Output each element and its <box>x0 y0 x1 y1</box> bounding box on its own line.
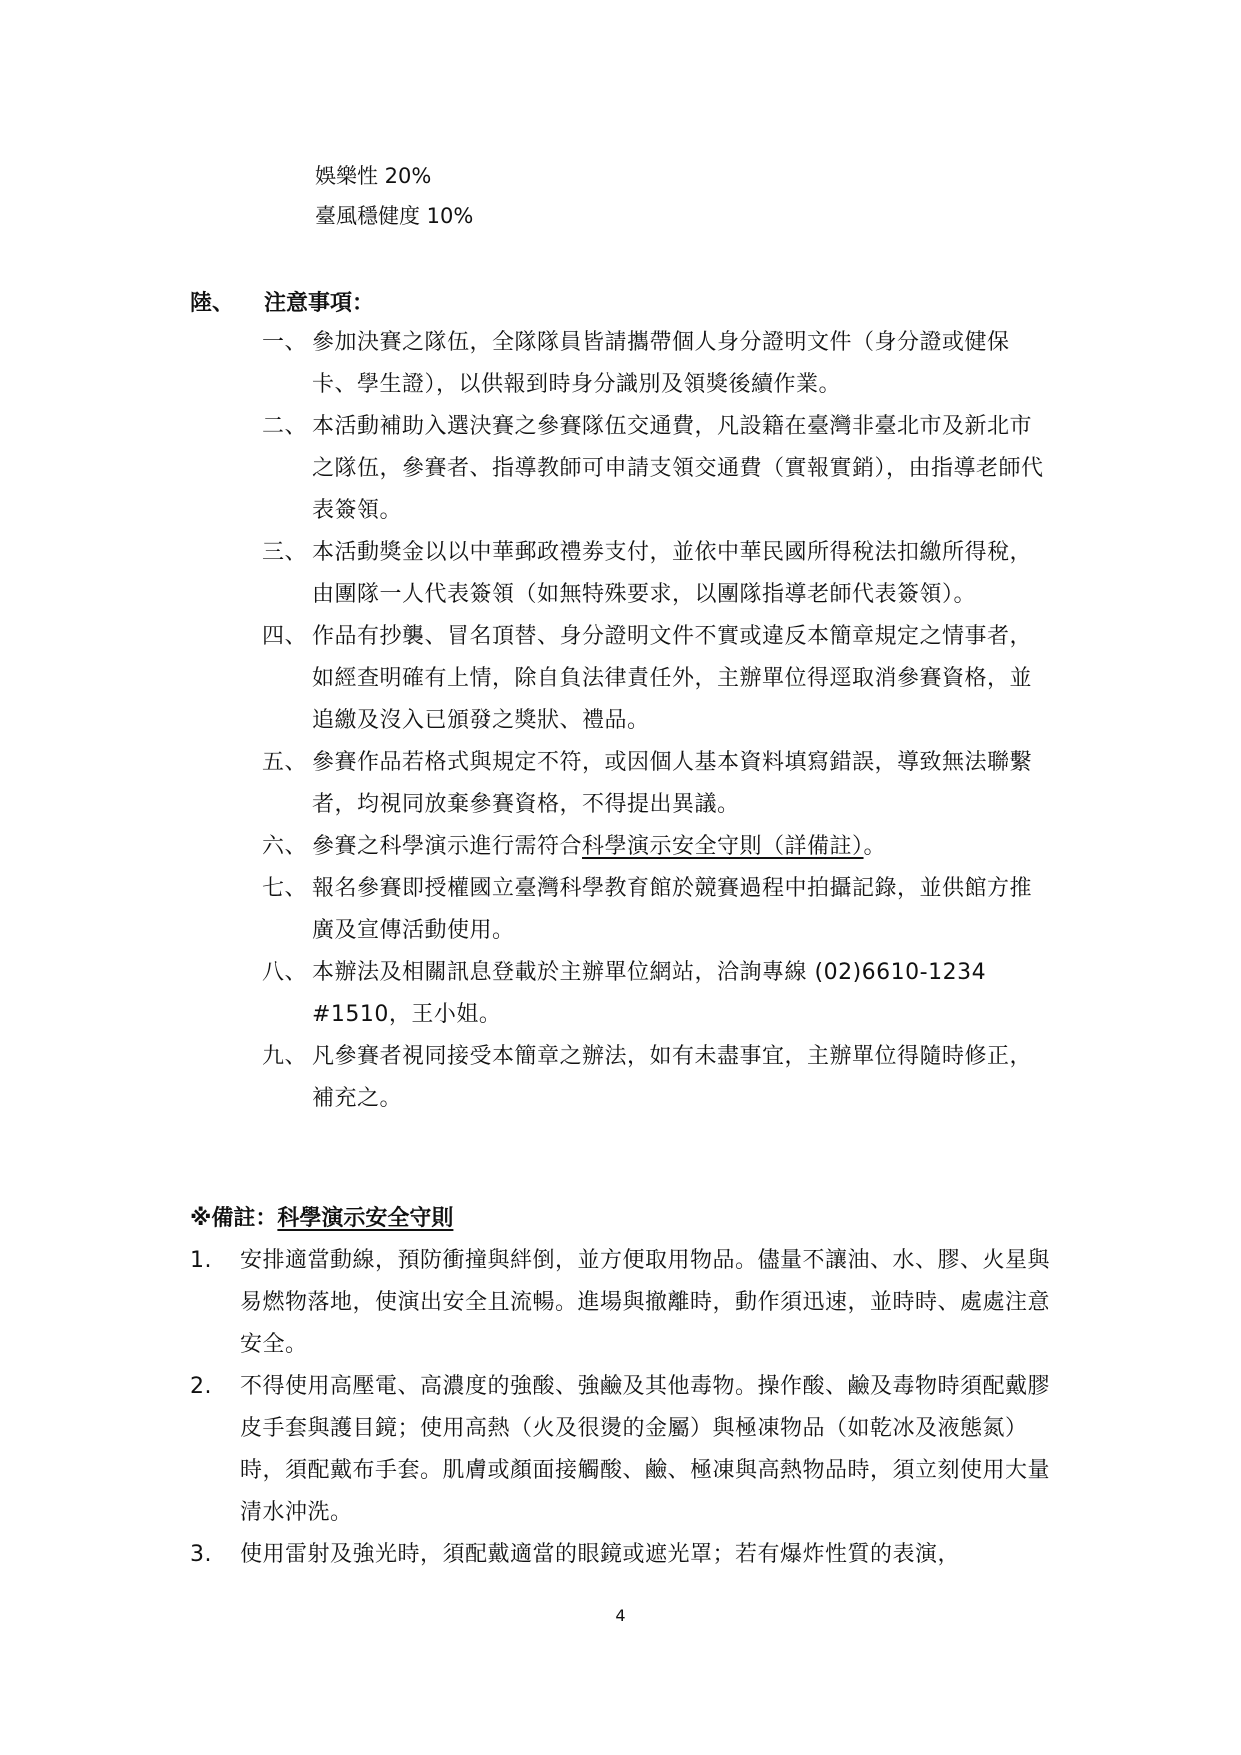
notice-item <box>262 826 1052 868</box>
notice-item <box>262 406 1052 532</box>
notice-item <box>262 952 1052 1036</box>
safety-rules-reference: 科學演示安全守則（詳備註） <box>582 834 864 859</box>
notice-text: 作品有抄襲、冒名頂替、身分證明文件不實或違反本簡章規定之情事者，如經查明確有上情，除自負法律責任外，主辦單位得逕取消參賽資格，並追繳及沒入已頒發之獎狀、禮品。 <box>312 624 1033 733</box>
notice-item <box>262 868 1052 952</box>
rule-text: 不得使用高壓電、高濃度的強酸、強鹼及其他毒物。操作酸、鹼及毒物時須配戴膠皮手套與護目鏡；使用高熱（火及很燙的金屬）與極凍物品（如乾冰及液態氮）時，須配戴布手套。肌膚或顏面接觸酸、鹼、極凍與高熱物品時，須立刻使用大量清水沖洗。 <box>240 1374 1051 1525</box>
section-heading <box>190 284 374 324</box>
notice-item <box>262 742 1052 826</box>
section-number: 陸、 <box>190 291 235 316</box>
rule-marker: 3. <box>190 1542 212 1567</box>
notice-marker: 二、 <box>262 414 308 439</box>
rule-text: 安排適當動線，預防衝撞與絆倒，並方便取用物品。儘量不讓油、水、膠、火星與易燃物落地，使演出安全且流暢。進場與撤離時，動作須迅速，並時時、處處注意安全。 <box>240 1248 1051 1357</box>
notice-marker: 九、 <box>262 1044 308 1069</box>
notice-list <box>262 322 1052 1120</box>
rule-text: 使用雷射及強光時，須配戴適當的眼鏡或遮光罩；若有爆炸性質的表演， <box>240 1542 961 1567</box>
notice-text: 本活動補助入選決賽之參賽隊伍交通費，凡設籍在臺灣非臺北市及新北市之隊伍，參賽者、指導教師可申請支領交通費（實報實銷），由指導老師代表簽領。 <box>312 414 1044 523</box>
notice-text-after: 。 <box>863 834 887 859</box>
safety-rules-list <box>190 1240 1052 1576</box>
notice-text: 報名參賽即授權國立臺灣科學教育館於競賽過程中拍攝記錄，並供館方推廣及宣傳活動使用。 <box>312 876 1033 943</box>
notice-text: 參賽作品若格式與規定不符，或因個人基本資料填寫錯誤，導致無法聯繫者，均視同放棄參賽資格，不得提出異議。 <box>312 750 1033 817</box>
notice-marker: 一、 <box>262 330 308 355</box>
notice-text-before: 參賽之科學演示進行需符合 <box>312 834 583 859</box>
notice-item <box>262 532 1052 616</box>
remark-prefix: ※備註： <box>190 1206 278 1231</box>
rule-item <box>190 1534 1052 1576</box>
notice-text: 參加決賽之隊伍，全隊隊員皆請攜帶個人身分證明文件（身分證或健保卡、學生證），以供報到時身分識別及領獎後續作業。 <box>312 330 1010 397</box>
rule-marker: 2. <box>190 1374 212 1399</box>
page-number: 4 <box>615 1606 626 1625</box>
notice-marker: 六、 <box>262 834 308 859</box>
remark-heading <box>190 1198 453 1240</box>
rule-marker: 1. <box>190 1248 212 1273</box>
rule-item <box>190 1240 1052 1366</box>
rule-item <box>190 1366 1052 1534</box>
notice-marker: 三、 <box>262 540 308 565</box>
notice-item <box>262 322 1052 406</box>
notice-text: 本辦法及相關訊息登載於主辦單位網站，洽詢專線 (02)6610-1234 #1510，王小姐。 <box>312 960 987 1027</box>
score-stage-presence: 臺風穩健度 10% <box>315 204 474 228</box>
notice-marker: 四、 <box>262 624 308 649</box>
notice-marker: 八、 <box>262 960 308 985</box>
notice-marker: 五、 <box>262 750 308 775</box>
notice-item <box>262 1036 1052 1120</box>
section-title: 注意事項： <box>264 291 375 316</box>
notice-marker: 七、 <box>262 876 308 901</box>
remark-title: 科學演示安全守則 <box>277 1206 454 1231</box>
notice-text: 凡參賽者視同接受本簡章之辦法，如有未盡事宜，主辦單位得隨時修正，補充之。 <box>312 1044 1033 1111</box>
notice-item <box>262 616 1052 742</box>
notice-text: 本活動獎金以以中華郵政禮劵支付，並依中華民國所得稅法扣繳所得稅，由團隊一人代表簽領（如無特殊要求，以團隊指導老師代表簽領）。 <box>312 540 1033 607</box>
score-entertainment: 娛樂性 20% <box>315 164 432 188</box>
